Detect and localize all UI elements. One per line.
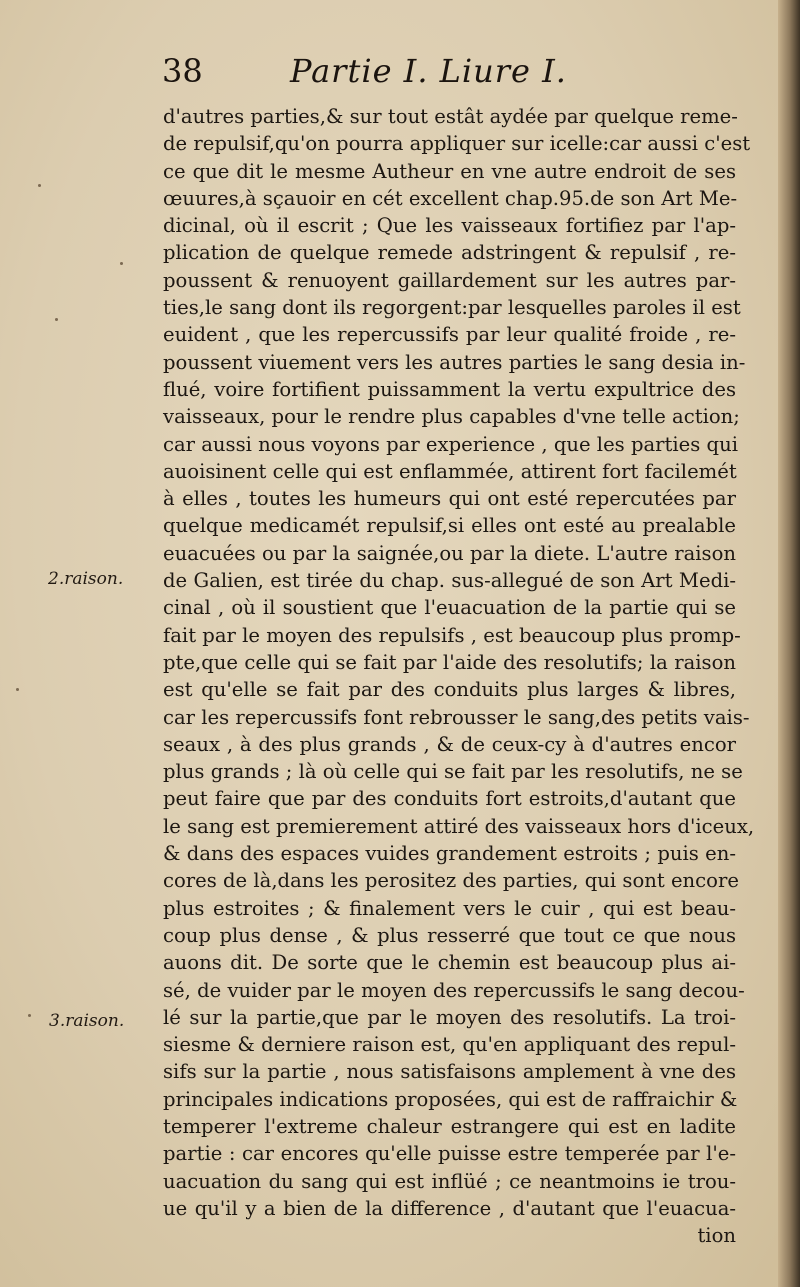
text-line: est qu'elle se fait par des conduits plus larges & libres,: [163, 678, 736, 702]
text-line: plication de quelque remede adstringent & repulsif , re-: [163, 241, 736, 265]
text-line: poussent & renuoyent gaillardement sur les autres par-: [163, 268, 736, 292]
text-line: auoisinent celle qui est enflammée, attirent fort facilemét: [163, 459, 737, 483]
text-line: temperer l'extreme chaleur estrangere qui est en ladite: [163, 1114, 736, 1138]
margin-note-second-reason: 2.raison.: [48, 569, 124, 589]
text-line: œuures,à sçauoir en cét excellent chap.95.de son Art Me-: [163, 186, 738, 210]
running-title: Partie I. Liure I.: [290, 52, 567, 90]
ink-speck: [38, 184, 41, 187]
text-line: ce que dit le mesme Autheur en vne autre endroit de ses: [163, 159, 736, 183]
text-line: quelque medicamét repulsif,si elles ont esté au prealable: [163, 514, 736, 538]
ink-speck: [16, 688, 19, 691]
text-line: cinal , où il soustient que l'euacuation de la partie qui se: [163, 596, 736, 620]
text-line: peut faire que par des conduits fort estroits,d'autant que: [163, 787, 736, 811]
text-line: le sang est premierement attiré des vaisseaux hors d'iceux,: [163, 814, 755, 838]
text-line: pte,que celle qui se fait par l'aide des resolutifs; la raison: [163, 650, 736, 674]
text-line: cores de là,dans les perositez des parties, qui sont encore: [163, 869, 739, 893]
ink-speck: [55, 318, 58, 321]
text-line: fait par le moyen des repulsifs , est beaucoup plus promp-: [163, 623, 741, 647]
text-line: coup plus dense , & plus resserré que tout ce que nous: [163, 923, 736, 947]
text-line: flué, voire fortifient puissamment la vertu expultrice des: [163, 377, 736, 401]
text-line: plus estroites ; & finalement vers le cuir , qui est beau-: [163, 896, 736, 920]
text-line: principales indications proposées, qui est de raffraichir &: [163, 1087, 738, 1111]
body-text: [163, 103, 755, 1249]
text-line: sifs sur la partie , nous satisfaisons amplement à vne des: [163, 1060, 736, 1084]
text-line: à elles , toutes les humeurs qui ont esté repercutées par: [163, 487, 736, 511]
text-line: de repulsif,qu'on pourra appliquer sur icelle:car aussi c'est: [163, 132, 751, 156]
text-line: dicinal, où il escrit ; Que les vaisseaux fortifiez par l'ap-: [163, 214, 736, 238]
text-line: uacuation du sang qui est inflüé ; ce neantmoins ie trou-: [163, 1169, 736, 1193]
ink-speck: [28, 1014, 31, 1017]
text-line: auons dit. De sorte que le chemin est beaucoup plus ai-: [163, 951, 736, 975]
text-line: partie : car encores qu'elle puisse estre temperée par l'e-: [163, 1142, 736, 1166]
ink-speck: [120, 262, 123, 265]
text-line: euident , que les repercussifs par leur qualité froide , re-: [163, 323, 736, 347]
book-binding-edge: [778, 0, 800, 1287]
text-line: de Galien, est tirée du chap. sus-allegué de son Art Medi-: [163, 569, 736, 593]
text-line: & dans des espaces vuides grandement estroits ; puis en-: [163, 842, 736, 866]
text-line: plus grands ; là où celle qui se fait par les resolutifs, ne se: [163, 760, 743, 784]
text-line: vaisseaux, pour le rendre plus capables d'vne telle action;: [163, 405, 740, 429]
margin-note-third-reason: 3.raison.: [49, 1011, 125, 1031]
text-line: ue qu'il y a bien de la difference , d'autant que l'euacua-: [163, 1196, 736, 1220]
text-line: ties,le sang dont ils regorgent:par lesquelles paroles il est: [163, 296, 741, 320]
text-line: siesme & derniere raison est, qu'en appliquant des repul-: [163, 1033, 736, 1057]
text-line: car aussi nous voyons par experience , que les parties qui: [163, 432, 738, 456]
text-line: car les repercussifs font rebrousser le sang,des petits vais-: [163, 705, 750, 729]
text-line: lé sur la partie,que par le moyen des resolutifs. La troi-: [163, 1005, 736, 1029]
text-line: sé, de vuider par le moyen des repercussifs le sang decou-: [163, 978, 745, 1002]
text-line: seaux , à des plus grands , & de ceux-cy à d'autres encor: [163, 732, 736, 756]
text-line: d'autres parties,& sur tout estât aydée par quelque reme-: [163, 105, 738, 128]
catchword-line: tion: [697, 1224, 736, 1248]
text-line: euacuées ou par la saignée,ou par la diete. L'autre raison: [163, 541, 736, 565]
page-header: [162, 52, 752, 96]
page-number: 38: [162, 52, 203, 90]
text-line: poussent viuement vers les autres parties le sang desia in-: [163, 350, 746, 374]
